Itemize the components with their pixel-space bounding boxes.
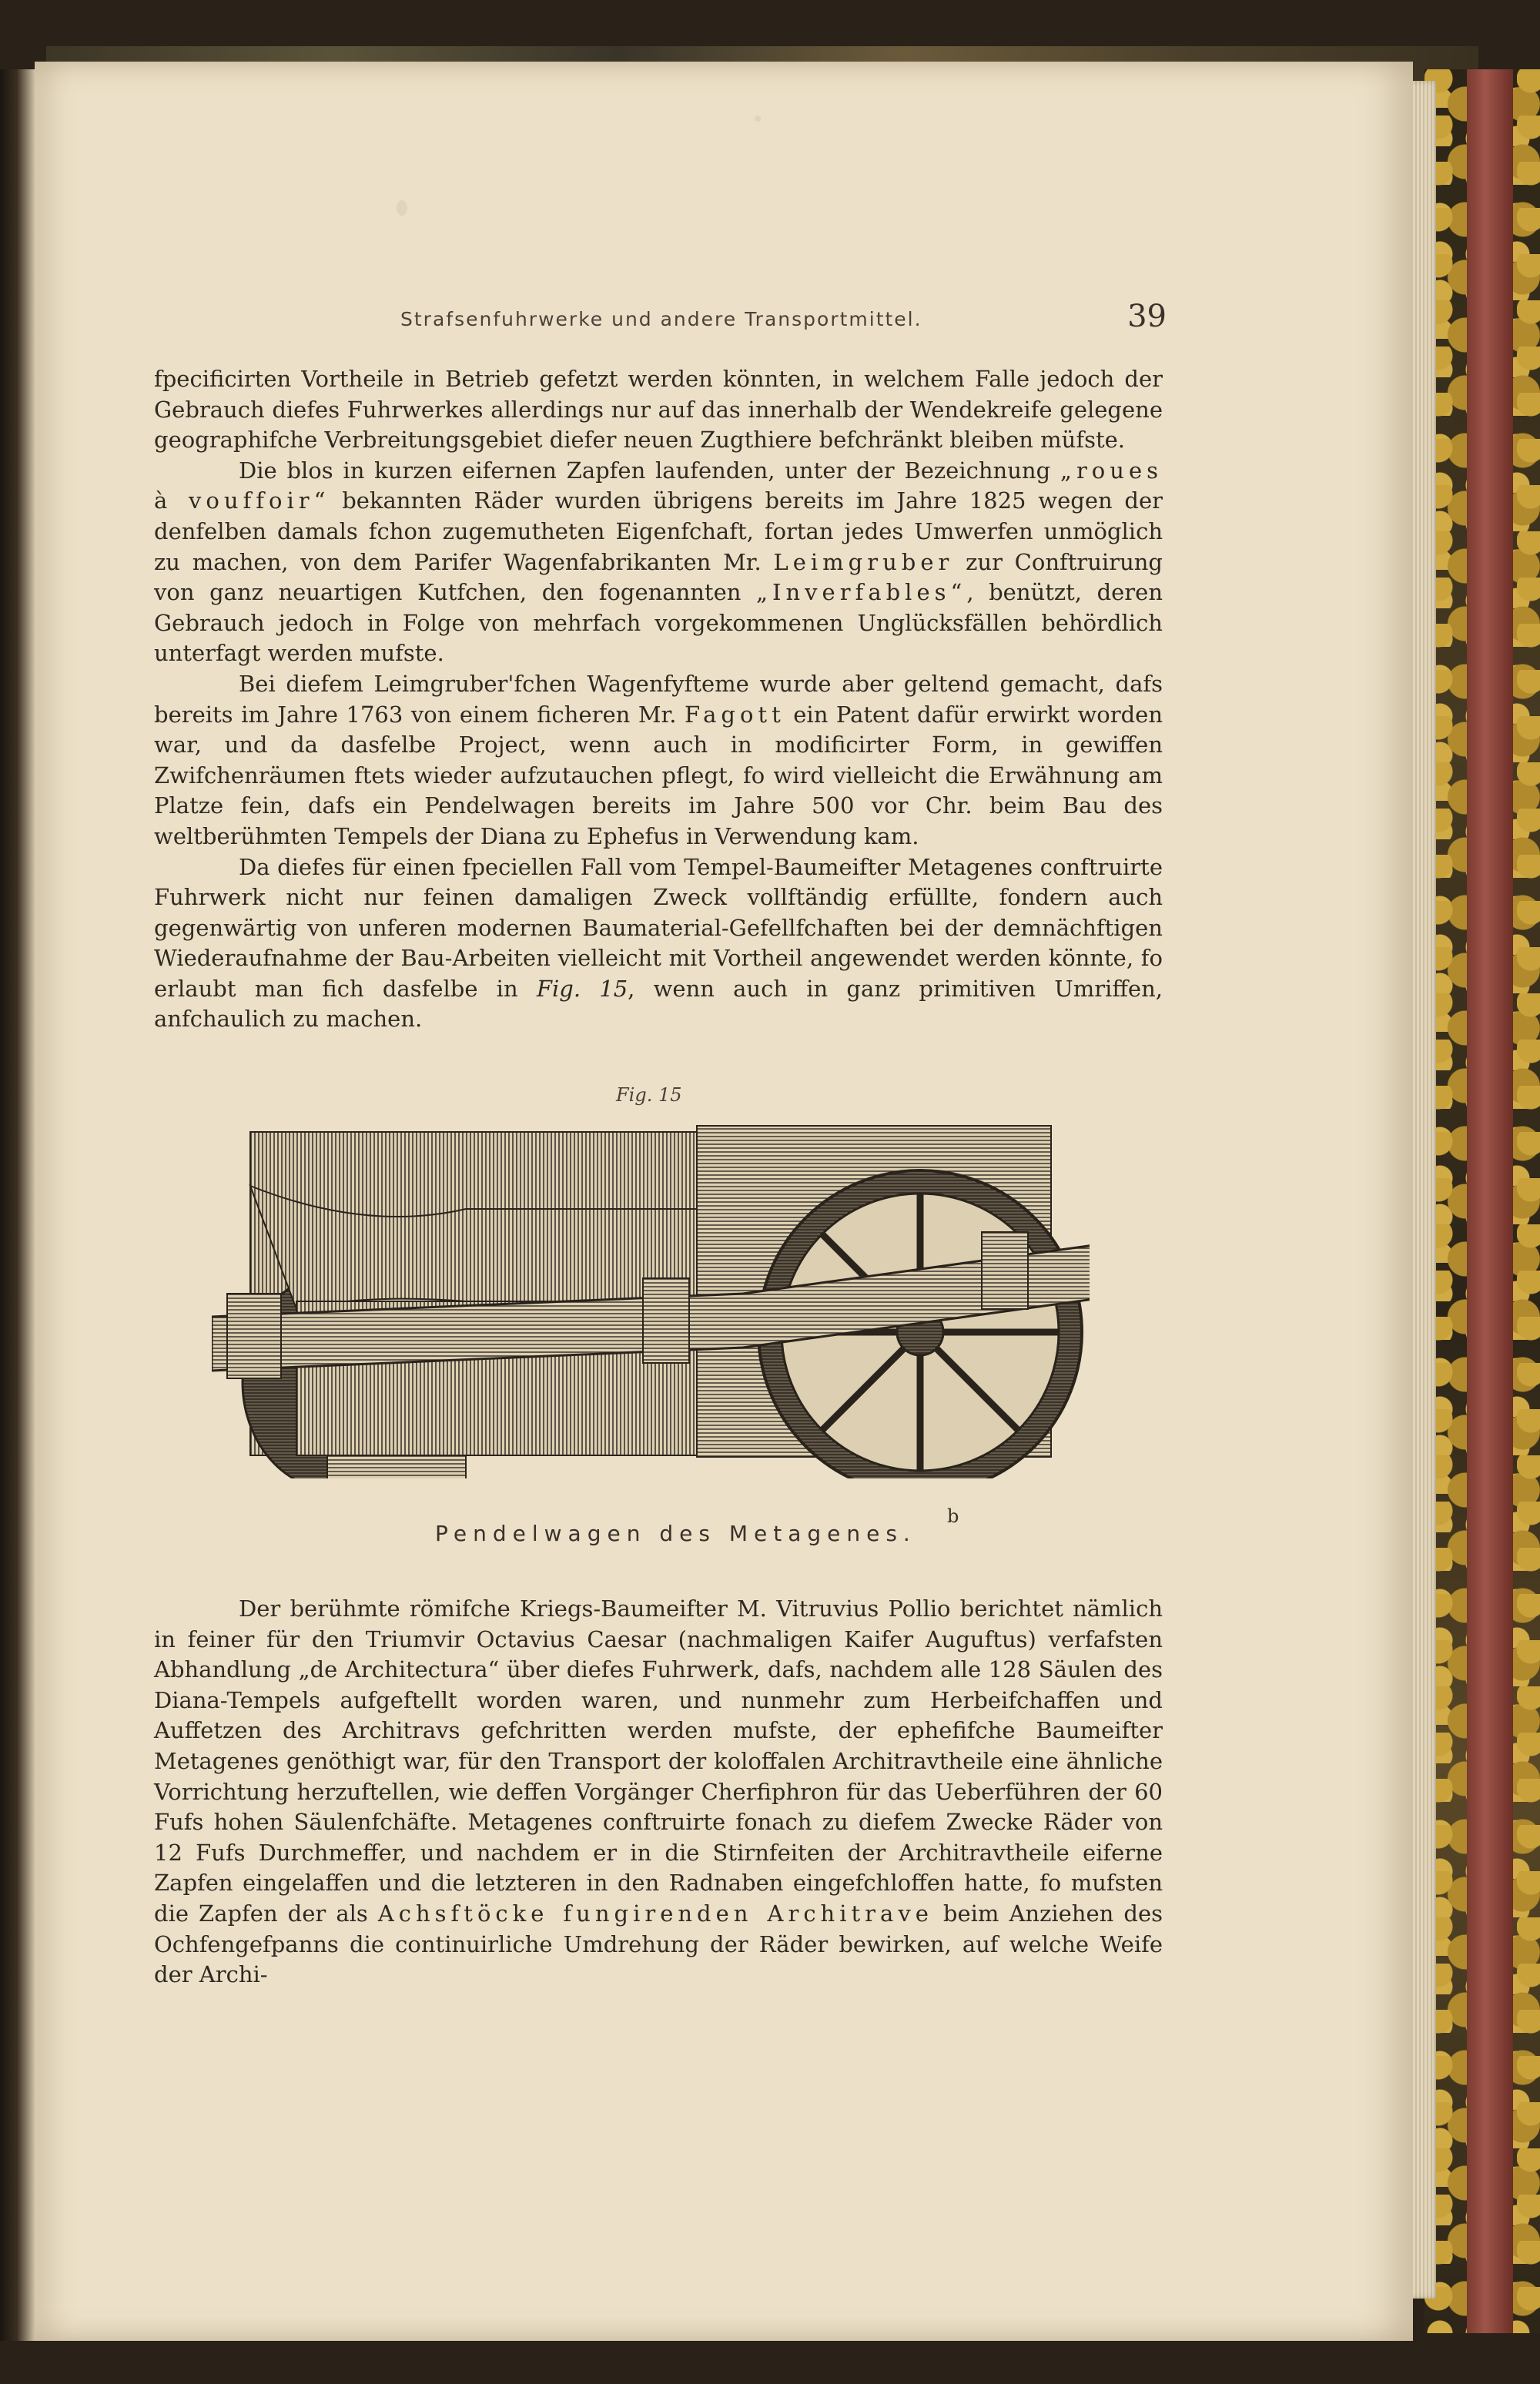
paper-speck — [755, 116, 761, 122]
paragraph-3: Bei diefem Leimgruber'fchen Wagenfyfteme wurde aber geltend gemacht, dafs bereits im Jahre 1763 von einem ficheren Mr. Fagott ein Patent dafür erwirkt worden war, und da dasfelbe Project, wenn auch in modificirter Form, in gewiffen Zwifchenräumen ftets wieder aufzutauchen pflegt, fo wird vielleicht die Erwähnung am Platze fein, dafs ein Pendelwagen bereits im Jahre 500 vor Chr. beim Bau des weltberühmten Tempels der Diana zu Ephefus in Verwendung kam. — [154, 670, 1163, 849]
pendelwagen-engraving — [212, 1117, 1090, 1509]
figure-label: Fig. 15 — [616, 1084, 682, 1106]
figure-caption: Pendelwagen des Metagenes. — [435, 1521, 916, 1546]
figure-reference: Fig. 15 — [536, 975, 628, 1002]
paragraph-4: Da diefes für einen fpeciellen Fall vom Tempel-Baumeifter Metagenes conftruirte Fuhrwerk nicht nur feinen damaligen Zweck vollftändig erfüllte, fondern auch gegenwärtig von unferen modernen Baumaterial-Gefellfchaften bei der demnächftigen Wiederaufnahme der Bau-Arbeiten vielleicht mit Vortheil angewendet werden könnte, fo erlaubt man fich dasfelbe in Fig. 15, wenn auch in ganz primitiven Umriffen, anfchaulich zu machen. — [154, 853, 1163, 1033]
term-roues: „roues à vouffoir“ — [154, 457, 1163, 514]
paragraph-1: fpecificirten Vortheile in Betrieb gefetzt werden könnten, in welchem Falle jedoch der Gebrauch diefes Fuhrwerkes allerdings nur auf das innerhalb der Wendekreife gelegene geographifche Verbreitungsgebiet diefer neuen Zugthiere befchränkt bleiben müfste. — [154, 366, 1163, 454]
running-head: Strafsenfuhrwerke und andere Transportmittel. — [400, 308, 922, 330]
term-inverfables: „Inverfables“ — [756, 579, 967, 606]
term-achsftoecke: Achsftöcke fungirenden Architrave — [377, 1900, 933, 1927]
text-block-bottom — [154, 1594, 1163, 1991]
page-number: 39 — [1127, 299, 1167, 334]
paragraph-5: Der berühmte römifche Kriegs-Baumeifter M. Vitruvius Pollio berichtet nämlich in feiner für den Triumvir Octavius Caesar (nachmaligen Kaifer Auguftus) verfafsten Abhandlung „de Architectura“ über diefes Fuhrwerk, dafs, nachdem alle 128 Säulen des Diana-Tempels aufgeftellt worden waren, und nunmehr zum Herbeifchaffen und Auffetzen des Architravs gefchritten werden mufste, der ephefifche Baumeifter Metagenes genöthigt war, für den Transport der koloffalen Architravtheile eine ähnliche Vorrichtung herzuftellen, wie deffen Vorgänger Cherfiphron für das Ueberführen der 60 Fufs hohen Säulenfchäfte. Metagenes conftruirte fonach zu diefem Zwecke Räder von 12 Fufs Durchmeffer, und nachdem er in die Stirnfeiten der Architravtheile eiferne Zapfen eingelaffen und die letzteren in den Radnaben eingefchloffen hatte, fo mufsten die Zapfen der als Achsftöcke fungirenden Architrave beim Anziehen des Ochfengefpanns die continuirliche Umdrehung der Räder bewirken, auf welche Weife der Archi- — [154, 1595, 1163, 1988]
name-fagott: Fagott — [684, 701, 785, 728]
text-block-top — [154, 364, 1163, 1035]
paragraph-2: Die blos in kurzen eifernen Zapfen laufenden, unter der Bezeichnung „roues à vouffoir“ bekannten Räder wurden übrigens bereits im Jahre 1825 wegen der denfelben damals fchon zugemutheten Eigenfchaft, fortan jedes Umwerfen unmöglich zu machen, von dem Parifer Wagenfabrikanten Mr. Leimgruber zur Conftruirung von ganz neuartigen Kutfchen, den fogenannten „Inverfables“, benützt, deren Gebrauch jedoch in Folge von mehrfach vorgekommenen Unglücksfällen behördlich unterfagt werden mufste. — [154, 457, 1163, 667]
name-leimgruber: Leimgruber — [773, 548, 954, 575]
leather-spine — [1467, 69, 1513, 2333]
engraver-mark: b — [947, 1505, 959, 1527]
paper-speck — [397, 200, 407, 216]
